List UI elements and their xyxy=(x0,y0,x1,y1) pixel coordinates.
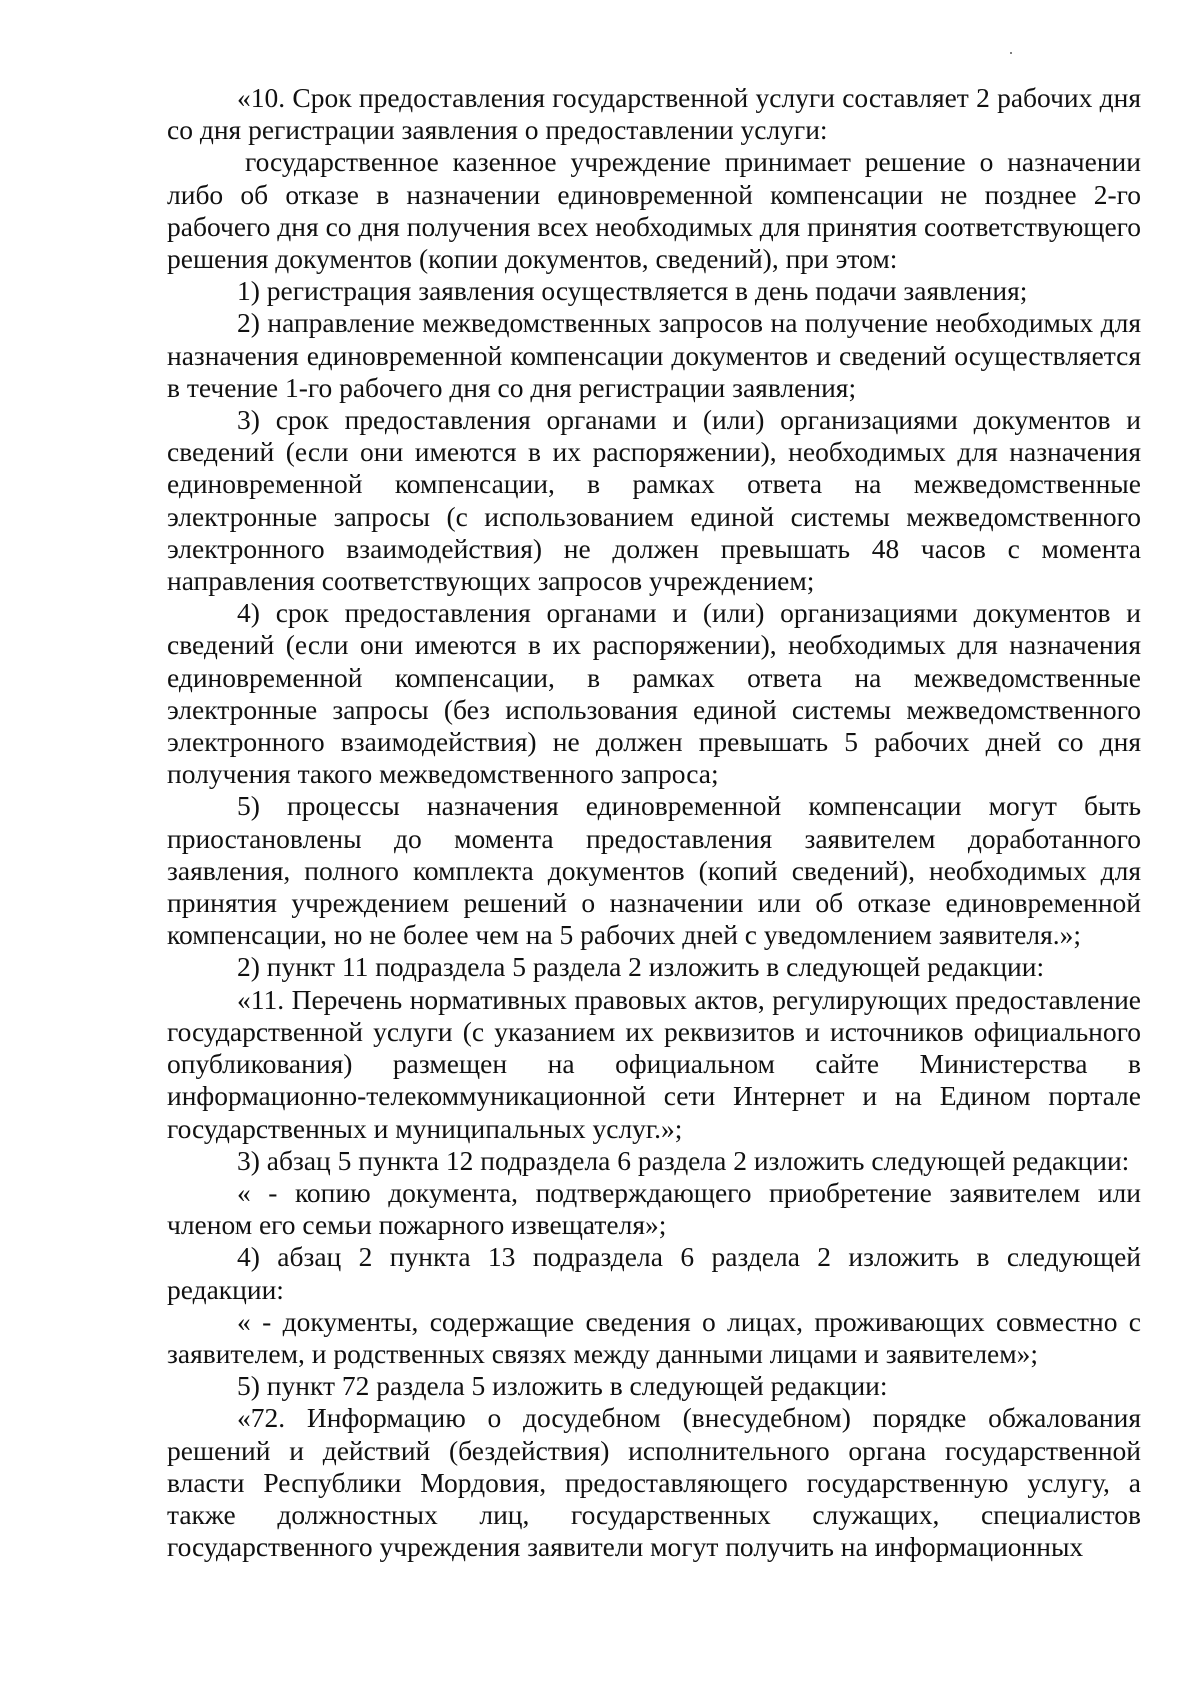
paragraph-item-2: 2) направление межведомственных запросов на получение необходимых для назначения единовременной компенсации документов и сведений осуществляется в течение 1-го рабочего дня со дня регистрации заявления; xyxy=(167,307,1141,403)
paragraph-10: «10. Срок предоставления государственной услуги составляет 2 рабочих дня со дня регистрации заявления о предоставлении услуги: xyxy=(167,82,1141,146)
scan-speck xyxy=(1010,52,1012,54)
paragraph-item-3: 3) срок предоставления органами и (или) организациями документов и сведений (если они имеются в их распоряжении), необходимых для назначения единовременной компенсации, в рамках ответа на межведомственные электронные запросы (с использованием единой системы межведомственного электронного взаимодействия) не должен превышать 48 часов с момента направления соответствующих запросов учреждением; xyxy=(167,404,1141,597)
paragraph-amendment-4: 4) абзац 2 пункта 13 подраздела 6 раздела 2 изложить в следующей редакции: xyxy=(167,1241,1141,1305)
paragraph-amendment-3: 3) абзац 5 пункта 12 подраздела 6 раздела 2 изложить следующей редакции: xyxy=(237,1144,1130,1176)
paragraph-item-4: 4) срок предоставления органами и (или) организациями документов и сведений (если они имеются в их распоряжении), необходимых для назначения единовременной компенсации, в рамках ответа на межведомственные электронные запросы (без использования единой системы межведомственного электронного взаимодействия) не должен превышать 5 рабочих дней со дня получения такого межведомственного запроса; xyxy=(167,597,1141,790)
paragraph-11: «11. Перечень нормативных правовых актов, регулирующих предоставление государственной услуги (с указанием их реквизитов и источников официального опубликования) размещен на официальном сайте Министерства в информационно-телекоммуникационной сети Интернет и на Едином портале государственных и муниципальных услуг.»; xyxy=(167,983,1141,1144)
paragraph-amendment-5: 5) пункт 72 раздела 5 изложить в следующей редакции: xyxy=(237,1370,888,1402)
paragraph-institution-decision: государственное казенное учреждение принимает решение о назначении либо об отказе в назначении единовременной компенсации не позднее 2-го рабочего дня со дня получения всех необходимых для принятия соответствующего решения документов (копии документов, сведений), при этом: xyxy=(167,146,1141,275)
paragraph-item-1: 1) регистрация заявления осуществляется в день подачи заявления; xyxy=(237,275,1028,307)
paragraph-quote-fire-detector: « - копию документа, подтверждающего приобретение заявителем или членом его семьи пожарного извещателя»; xyxy=(167,1176,1141,1241)
document-page xyxy=(167,82,1141,1563)
paragraph-amendment-2: 2) пункт 11 подраздела 5 раздела 2 изложить в следующей редакции: xyxy=(237,951,1045,983)
paragraph-item-5: 5) процессы назначения единовременной компенсации могут быть приостановлены до момента предоставления заявителем доработанного заявления, полного комплекта документов (копий сведений), необходимых для принятия учреждением решений о назначении или об отказе единовременной компенсации, но не более чем на 5 рабочих дней с уведомлением заявителя.»; xyxy=(167,790,1141,951)
paragraph-72: «72. Информацию о досудебном (внесудебном) порядке обжалования решений и действий (бездействия) исполнительного органа государственной власти Республики Мордовия, предоставляющего государственную услугу, а также должностных лиц, государственных служащих, специалистов государственного учреждения заявители могут получить на информационных xyxy=(167,1402,1141,1563)
paragraph-quote-cohabitants: « - документы, содержащие сведения о лицах, проживающих совместно с заявителем, и родственных связях между данными лицами и заявителем»; xyxy=(167,1305,1141,1369)
